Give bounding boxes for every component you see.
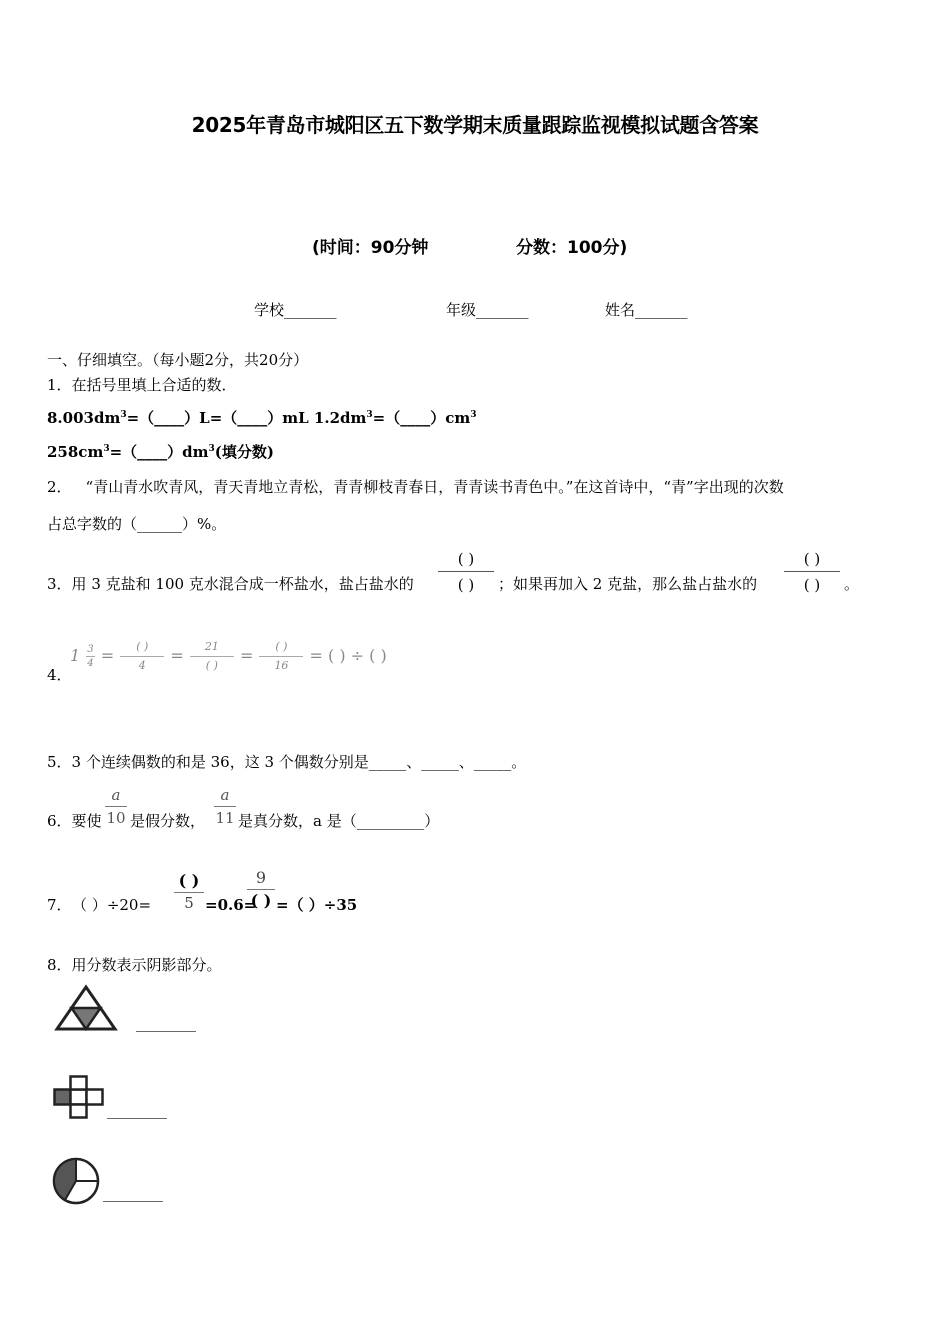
denominator: 5 — [184, 894, 194, 912]
superscript: 3 — [366, 410, 373, 420]
question-number: 8． — [47, 956, 72, 974]
fraction-denominator: ( ) — [457, 576, 475, 594]
question-text: 要使 — [71, 812, 102, 830]
equals: = — [100, 646, 115, 666]
question-1-line-2 — [47, 445, 274, 460]
question-text: 在括号里填上合适的数． — [71, 376, 237, 394]
numerator: a — [214, 788, 236, 807]
fraction-2 — [190, 641, 234, 672]
question-text: 3 个连续偶数的和是 36，这 3 个偶数分别是_____、_____、_____。 — [71, 753, 527, 771]
text-segment: =（____）L=（____）mL 1.2dm — [126, 409, 367, 427]
fraction-blank-2[interactable] — [784, 552, 840, 593]
answer-blank-2[interactable]: ________ — [107, 1101, 167, 1119]
answer-blank-3[interactable]: ________ — [103, 1184, 163, 1202]
text-segment: 8.003dm — [47, 409, 121, 427]
fraction-blank-over-5[interactable] — [174, 873, 204, 911]
question-7-mid: =0.6= — [205, 896, 257, 914]
equals: = — [170, 646, 184, 666]
fraction-3 — [259, 641, 303, 672]
fraction-a-over-11 — [214, 788, 236, 826]
superscript: 3 — [208, 444, 215, 454]
question-3-mid: ；如果再加入 2 克盐，那么盐占盐水的 — [498, 575, 758, 593]
circle-figure — [50, 1157, 102, 1205]
question-6 — [47, 814, 102, 829]
question-1-line-1 — [47, 411, 477, 426]
question-2-line-2: 占总字数的（______）%。 — [47, 515, 227, 533]
denominator: 10 — [106, 809, 126, 827]
answer-blank-1[interactable]: ________ — [136, 1014, 196, 1032]
school-field[interactable]: 学校_______ — [254, 301, 337, 319]
section-heading: 一、仔细填空。（每小题2分，共20分） — [47, 351, 309, 369]
exam-score: 分数：100分) — [516, 238, 628, 258]
question-2 — [47, 480, 784, 495]
numerator: a — [105, 788, 127, 807]
text-segment: =（____）dm — [109, 443, 209, 461]
superscript: 3 — [103, 444, 110, 454]
question-1 — [47, 378, 237, 393]
question-number: 1． — [47, 376, 72, 394]
text-segment: =（____）cm — [372, 409, 471, 427]
text-segment: (填分数) — [214, 443, 274, 461]
mixed-whole: 1 — [70, 646, 81, 666]
denominator: 11 — [215, 809, 235, 827]
numerator: ( ) — [174, 873, 204, 893]
triangle-figure — [54, 984, 118, 1032]
division-expression[interactable]: = ( ) ÷ ( ) — [309, 646, 387, 666]
question-number: 7． — [47, 896, 72, 914]
question-5 — [47, 755, 526, 770]
fraction-9-over-blank[interactable] — [247, 870, 275, 909]
question-number: 2． — [47, 478, 72, 496]
equals: = — [239, 646, 254, 666]
question-7 — [47, 898, 151, 913]
question-4-number: 4． — [47, 666, 72, 684]
fraction-numerator: ( ) — [784, 552, 840, 572]
superscript: 3 — [120, 410, 127, 420]
question-number: 5． — [47, 753, 72, 771]
grade-field[interactable]: 年级_______ — [446, 301, 529, 319]
question-text: 用分数表示阴影部分。 — [71, 956, 222, 974]
question-text: “青山青水吹青风，青天青地立青松，青青柳枝青春日，青青读书青色中。”在这首诗中，“青”字出现的次数 — [85, 478, 784, 496]
fraction-1 — [120, 641, 164, 672]
denominator: 4 — [138, 659, 146, 673]
denominator: ( ) — [250, 891, 272, 910]
cross-figure — [53, 1075, 105, 1119]
page-title: 2025年青岛市城阳区五下数学期末质量跟踪监视模拟试题含答案 — [191, 113, 759, 137]
denominator[interactable]: ( ) — [205, 659, 218, 673]
question-3-end: 。 — [844, 575, 860, 593]
question-6-mid: 是假分数， — [130, 812, 206, 830]
question-7-end[interactable]: =（ ）÷35 — [276, 896, 358, 914]
text-segment: 258cm — [47, 443, 104, 461]
numerator[interactable]: ( ) — [259, 641, 303, 657]
numerator[interactable]: ( ) — [120, 641, 164, 657]
numerator: 9 — [247, 870, 275, 890]
numerator: 21 — [190, 641, 234, 657]
fraction-a-over-10 — [105, 788, 127, 826]
denominator: 4 — [87, 658, 94, 670]
question-text[interactable]: （ ）÷20= — [79, 896, 152, 914]
question-3 — [47, 577, 414, 592]
mixed-fraction — [86, 644, 94, 669]
question-8 — [47, 958, 222, 973]
question-text: 用 3 克盐和 100 克水混合成一杯盐水，盐占盐水的 — [71, 575, 414, 593]
fraction-denominator: ( ) — [803, 576, 821, 594]
fraction-numerator: ( ) — [438, 552, 494, 572]
question-6-end[interactable]: 是真分数，a 是（_________） — [238, 812, 440, 830]
question-number: 3． — [47, 575, 72, 593]
numerator: 3 — [87, 644, 94, 656]
denominator: 16 — [274, 659, 289, 673]
superscript: 3 — [470, 410, 477, 420]
exam-time: (时间：90分钟 — [312, 238, 429, 258]
name-field[interactable]: 姓名_______ — [605, 301, 688, 319]
question-4-expression — [70, 641, 387, 672]
question-number: 6． — [47, 812, 72, 830]
fraction-blank-1[interactable] — [438, 552, 494, 593]
